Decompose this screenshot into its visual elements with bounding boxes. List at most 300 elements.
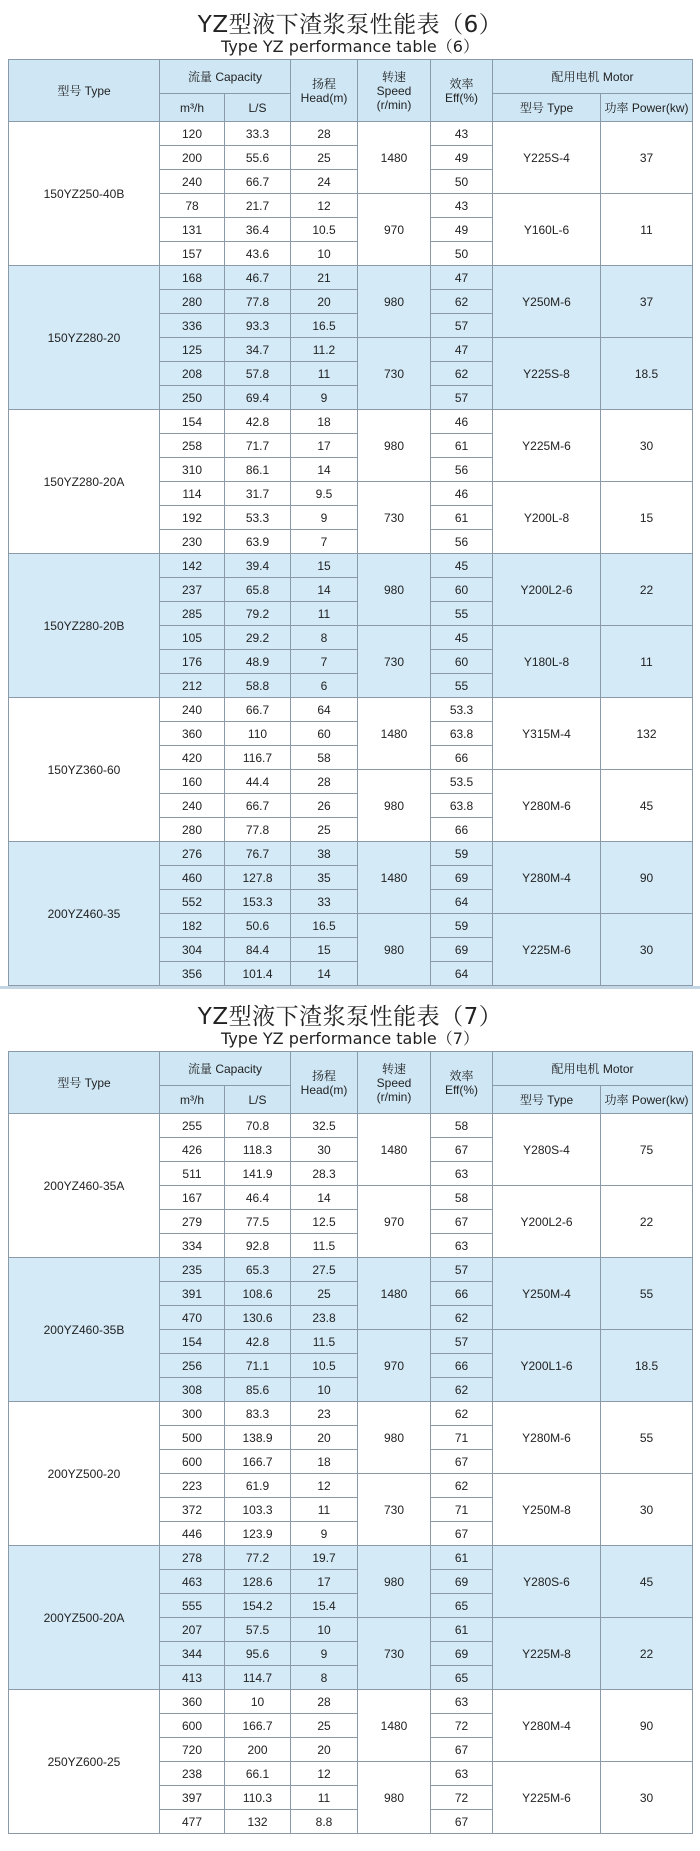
head-value: 12 (291, 194, 358, 218)
motor-type: Y280M-6 (493, 1402, 601, 1474)
head-value: 8.8 (291, 1810, 358, 1834)
capacity-ls: 141.9 (225, 1162, 291, 1186)
motor-power: 11 (601, 626, 693, 698)
table-row (9, 410, 693, 434)
head-value: 20 (291, 1426, 358, 1450)
head-value: 14 (291, 458, 358, 482)
efficiency-value: 64 (431, 890, 493, 914)
capacity-ls: 108.6 (225, 1282, 291, 1306)
capacity-ls: 53.3 (225, 506, 291, 530)
efficiency-value: 53.5 (431, 770, 493, 794)
motor-type: Y200L-8 (493, 482, 601, 554)
capacity-ls: 71.1 (225, 1354, 291, 1378)
efficiency-value: 62 (431, 1378, 493, 1402)
head-value: 16.5 (291, 914, 358, 938)
performance-table (8, 59, 693, 986)
model-name: 150YZ280-20 (9, 266, 160, 410)
efficiency-value: 66 (431, 1354, 493, 1378)
capacity-ls: 93.3 (225, 314, 291, 338)
head-value: 14 (291, 1186, 358, 1210)
speed-value: 1480 (358, 122, 431, 194)
efficiency-value: 64 (431, 962, 493, 986)
motor-power: 37 (601, 266, 693, 338)
head-value: 33 (291, 890, 358, 914)
capacity-ls: 103.3 (225, 1498, 291, 1522)
capacity-m3h: 397 (160, 1786, 225, 1810)
table-body (9, 122, 693, 986)
head-value: 19.7 (291, 1546, 358, 1570)
capacity-ls: 153.3 (225, 890, 291, 914)
capacity-m3h: 120 (160, 122, 225, 146)
capacity-m3h: 157 (160, 242, 225, 266)
header-efficiency: 效率 Eff(%) (431, 1052, 493, 1114)
speed-value: 1480 (358, 1690, 431, 1762)
capacity-ls: 118.3 (225, 1138, 291, 1162)
header-unit-m3h: m³/h (160, 94, 225, 122)
capacity-ls: 154.2 (225, 1594, 291, 1618)
capacity-m3h: 470 (160, 1306, 225, 1330)
capacity-ls: 110 (225, 722, 291, 746)
capacity-m3h: 600 (160, 1450, 225, 1474)
capacity-m3h: 420 (160, 746, 225, 770)
capacity-m3h: 208 (160, 362, 225, 386)
header-unit-m3h: m³/h (160, 1086, 225, 1114)
capacity-m3h: 310 (160, 458, 225, 482)
head-value: 17 (291, 1570, 358, 1594)
head-value: 12 (291, 1762, 358, 1786)
speed-value: 730 (358, 626, 431, 698)
motor-power: 45 (601, 1546, 693, 1618)
head-value: 11.2 (291, 338, 358, 362)
table-body (9, 1114, 693, 1834)
head-value: 6 (291, 674, 358, 698)
head-value: 32.5 (291, 1114, 358, 1138)
header-model: 型号 Type (9, 1052, 160, 1114)
capacity-ls: 92.8 (225, 1234, 291, 1258)
model-name: 150YZ280-20B (9, 554, 160, 698)
head-value: 14 (291, 962, 358, 986)
capacity-m3h: 256 (160, 1354, 225, 1378)
speed-value: 980 (358, 554, 431, 626)
motor-type: Y225S-8 (493, 338, 601, 410)
efficiency-value: 63 (431, 1762, 493, 1786)
efficiency-value: 69 (431, 1642, 493, 1666)
efficiency-value: 63 (431, 1162, 493, 1186)
table-row (9, 122, 693, 146)
capacity-ls: 77.8 (225, 290, 291, 314)
capacity-m3h: 240 (160, 794, 225, 818)
section-divider (0, 986, 700, 989)
capacity-ls: 138.9 (225, 1426, 291, 1450)
capacity-m3h: 344 (160, 1642, 225, 1666)
speed-value: 1480 (358, 842, 431, 914)
efficiency-value: 46 (431, 410, 493, 434)
capacity-m3h: 426 (160, 1138, 225, 1162)
efficiency-value: 69 (431, 1570, 493, 1594)
head-value: 25 (291, 1714, 358, 1738)
motor-power: 45 (601, 770, 693, 842)
efficiency-value: 62 (431, 1306, 493, 1330)
capacity-ls: 33.3 (225, 122, 291, 146)
efficiency-value: 69 (431, 938, 493, 962)
table-row (9, 266, 693, 290)
efficiency-value: 49 (431, 146, 493, 170)
capacity-ls: 76.7 (225, 842, 291, 866)
table-row (9, 698, 693, 722)
capacity-m3h: 78 (160, 194, 225, 218)
capacity-m3h: 463 (160, 1570, 225, 1594)
capacity-ls: 83.3 (225, 1402, 291, 1426)
head-value: 60 (291, 722, 358, 746)
capacity-ls: 128.6 (225, 1570, 291, 1594)
capacity-m3h: 142 (160, 554, 225, 578)
capacity-ls: 66.7 (225, 794, 291, 818)
capacity-ls: 116.7 (225, 746, 291, 770)
model-name: 250YZ600-25 (9, 1690, 160, 1834)
motor-type: Y225M-6 (493, 1762, 601, 1834)
efficiency-value: 61 (431, 506, 493, 530)
capacity-m3h: 240 (160, 170, 225, 194)
motor-power: 30 (601, 1762, 693, 1834)
efficiency-value: 60 (431, 650, 493, 674)
efficiency-value: 63 (431, 1690, 493, 1714)
head-value: 25 (291, 146, 358, 170)
capacity-ls: 42.8 (225, 410, 291, 434)
capacity-ls: 21.7 (225, 194, 291, 218)
capacity-m3h: 308 (160, 1378, 225, 1402)
capacity-ls: 69.4 (225, 386, 291, 410)
head-value: 12 (291, 1474, 358, 1498)
capacity-m3h: 276 (160, 842, 225, 866)
head-value: 35 (291, 866, 358, 890)
speed-value: 730 (358, 482, 431, 554)
speed-value: 980 (358, 266, 431, 338)
efficiency-value: 69 (431, 866, 493, 890)
header-motor-power: 功率 Power(kw) (601, 1086, 693, 1114)
capacity-m3h: 238 (160, 1762, 225, 1786)
efficiency-value: 65 (431, 1666, 493, 1690)
head-value: 58 (291, 746, 358, 770)
efficiency-value: 62 (431, 362, 493, 386)
head-value: 23 (291, 1402, 358, 1426)
efficiency-value: 59 (431, 914, 493, 938)
capacity-ls: 46.4 (225, 1186, 291, 1210)
efficiency-value: 57 (431, 314, 493, 338)
motor-type: Y180L-8 (493, 626, 601, 698)
motor-power: 11 (601, 194, 693, 266)
efficiency-value: 66 (431, 1282, 493, 1306)
head-value: 30 (291, 1138, 358, 1162)
motor-type: Y225S-4 (493, 122, 601, 194)
capacity-ls: 95.6 (225, 1642, 291, 1666)
motor-power: 18.5 (601, 1330, 693, 1402)
header-motor: 配用电机 Motor (493, 60, 693, 94)
capacity-ls: 66.7 (225, 698, 291, 722)
efficiency-value: 55 (431, 602, 493, 626)
motor-power: 132 (601, 698, 693, 770)
head-value: 18 (291, 410, 358, 434)
motor-type: Y250M-8 (493, 1474, 601, 1546)
efficiency-value: 66 (431, 746, 493, 770)
efficiency-value: 60 (431, 578, 493, 602)
model-name: 200YZ460-35 (9, 842, 160, 986)
capacity-m3h: 182 (160, 914, 225, 938)
capacity-ls: 77.5 (225, 1210, 291, 1234)
header-motor: 配用电机 Motor (493, 1052, 693, 1086)
capacity-m3h: 240 (160, 698, 225, 722)
capacity-ls: 166.7 (225, 1450, 291, 1474)
motor-power: 55 (601, 1258, 693, 1330)
motor-power: 22 (601, 1618, 693, 1690)
capacity-ls: 110.3 (225, 1786, 291, 1810)
motor-power: 22 (601, 554, 693, 626)
efficiency-value: 45 (431, 626, 493, 650)
speed-value: 970 (358, 1330, 431, 1402)
motor-type: Y280M-4 (493, 842, 601, 914)
efficiency-value: 58 (431, 1186, 493, 1210)
capacity-m3h: 114 (160, 482, 225, 506)
efficiency-value: 62 (431, 290, 493, 314)
capacity-ls: 200 (225, 1738, 291, 1762)
capacity-m3h: 360 (160, 722, 225, 746)
motor-power: 75 (601, 1114, 693, 1186)
capacity-ls: 29.2 (225, 626, 291, 650)
capacity-m3h: 300 (160, 1402, 225, 1426)
head-value: 14 (291, 578, 358, 602)
table-row (9, 1258, 693, 1282)
header-motor-type: 型号 Type (493, 94, 601, 122)
head-value: 9 (291, 506, 358, 530)
efficiency-value: 71 (431, 1426, 493, 1450)
capacity-m3h: 720 (160, 1738, 225, 1762)
head-value: 15 (291, 938, 358, 962)
head-value: 8 (291, 1666, 358, 1690)
capacity-m3h: 460 (160, 866, 225, 890)
efficiency-value: 57 (431, 386, 493, 410)
capacity-ls: 39.4 (225, 554, 291, 578)
capacity-m3h: 235 (160, 1258, 225, 1282)
capacity-m3h: 176 (160, 650, 225, 674)
efficiency-value: 67 (431, 1810, 493, 1834)
efficiency-value: 43 (431, 194, 493, 218)
capacity-ls: 71.7 (225, 434, 291, 458)
capacity-m3h: 334 (160, 1234, 225, 1258)
capacity-ls: 77.8 (225, 818, 291, 842)
efficiency-value: 57 (431, 1258, 493, 1282)
capacity-m3h: 555 (160, 1594, 225, 1618)
capacity-ls: 84.4 (225, 938, 291, 962)
capacity-ls: 48.9 (225, 650, 291, 674)
capacity-ls: 31.7 (225, 482, 291, 506)
efficiency-value: 46 (431, 482, 493, 506)
table-title-en: Type YZ performance table（7） (221, 1029, 479, 1048)
model-name: 200YZ500-20 (9, 1402, 160, 1546)
capacity-ls: 57.8 (225, 362, 291, 386)
capacity-m3h: 500 (160, 1426, 225, 1450)
capacity-m3h: 207 (160, 1618, 225, 1642)
motor-power: 22 (601, 1186, 693, 1258)
table-row (9, 842, 693, 866)
capacity-ls: 79.2 (225, 602, 291, 626)
head-value: 20 (291, 290, 358, 314)
model-name: 200YZ460-35A (9, 1114, 160, 1258)
capacity-ls: 166.7 (225, 1714, 291, 1738)
capacity-m3h: 255 (160, 1114, 225, 1138)
capacity-m3h: 250 (160, 386, 225, 410)
speed-value: 980 (358, 410, 431, 482)
head-value: 11 (291, 602, 358, 626)
speed-value: 1480 (358, 1258, 431, 1330)
capacity-ls: 132 (225, 1810, 291, 1834)
capacity-m3h: 600 (160, 1714, 225, 1738)
capacity-m3h: 230 (160, 530, 225, 554)
efficiency-value: 47 (431, 338, 493, 362)
efficiency-value: 63.8 (431, 794, 493, 818)
efficiency-value: 67 (431, 1450, 493, 1474)
header-model: 型号 Type (9, 60, 160, 122)
motor-type: Y160L-6 (493, 194, 601, 266)
capacity-ls: 86.1 (225, 458, 291, 482)
speed-value: 730 (358, 1474, 431, 1546)
head-value: 9 (291, 386, 358, 410)
head-value: 12.5 (291, 1210, 358, 1234)
speed-value: 730 (358, 338, 431, 410)
table-title-cn: YZ型液下渣浆泵性能表（6） (197, 12, 503, 38)
efficiency-value: 67 (431, 1210, 493, 1234)
head-value: 27.5 (291, 1258, 358, 1282)
head-value: 25 (291, 818, 358, 842)
capacity-ls: 55.6 (225, 146, 291, 170)
head-value: 25 (291, 1282, 358, 1306)
head-value: 20 (291, 1738, 358, 1762)
efficiency-value: 57 (431, 1330, 493, 1354)
capacity-ls: 44.4 (225, 770, 291, 794)
efficiency-value: 65 (431, 1594, 493, 1618)
capacity-ls: 114.7 (225, 1666, 291, 1690)
table-row (9, 554, 693, 578)
speed-value: 970 (358, 1186, 431, 1258)
header-unit-ls: L/S (225, 1086, 291, 1114)
capacity-ls: 123.9 (225, 1522, 291, 1546)
head-value: 11 (291, 362, 358, 386)
header-capacity: 流量 Capacity (160, 60, 291, 94)
capacity-ls: 57.5 (225, 1618, 291, 1642)
head-value: 9 (291, 1522, 358, 1546)
capacity-m3h: 360 (160, 1690, 225, 1714)
capacity-m3h: 258 (160, 434, 225, 458)
efficiency-value: 72 (431, 1714, 493, 1738)
capacity-ls: 46.7 (225, 266, 291, 290)
motor-type: Y225M-6 (493, 410, 601, 482)
head-value: 11 (291, 1498, 358, 1522)
efficiency-value: 50 (431, 170, 493, 194)
header-capacity: 流量 Capacity (160, 1052, 291, 1086)
model-name: 200YZ500-20A (9, 1546, 160, 1690)
head-value: 10 (291, 1378, 358, 1402)
motor-power: 30 (601, 410, 693, 482)
table-row (9, 1546, 693, 1570)
head-value: 11 (291, 1786, 358, 1810)
capacity-ls: 43.6 (225, 242, 291, 266)
header-motor-type: 型号 Type (493, 1086, 601, 1114)
motor-type: Y200L2-6 (493, 554, 601, 626)
capacity-ls: 10 (225, 1690, 291, 1714)
efficiency-value: 43 (431, 122, 493, 146)
capacity-ls: 65.3 (225, 1258, 291, 1282)
head-value: 26 (291, 794, 358, 818)
capacity-ls: 36.4 (225, 218, 291, 242)
capacity-ls: 34.7 (225, 338, 291, 362)
head-value: 23.8 (291, 1306, 358, 1330)
header-efficiency: 效率 Eff(%) (431, 60, 493, 122)
speed-value: 1480 (358, 698, 431, 770)
speed-value: 980 (358, 1402, 431, 1474)
motor-type: Y225M-6 (493, 914, 601, 986)
capacity-m3h: 192 (160, 506, 225, 530)
table-row (9, 1402, 693, 1426)
efficiency-value: 63.8 (431, 722, 493, 746)
head-value: 11.5 (291, 1234, 358, 1258)
capacity-m3h: 223 (160, 1474, 225, 1498)
model-name: 150YZ360-60 (9, 698, 160, 842)
head-value: 28 (291, 770, 358, 794)
efficiency-value: 67 (431, 1522, 493, 1546)
capacity-ls: 70.8 (225, 1114, 291, 1138)
motor-type: Y200L2-6 (493, 1186, 601, 1258)
efficiency-value: 47 (431, 266, 493, 290)
model-name: 150YZ250-40B (9, 122, 160, 266)
capacity-m3h: 160 (160, 770, 225, 794)
capacity-m3h: 154 (160, 410, 225, 434)
head-value: 24 (291, 170, 358, 194)
capacity-ls: 42.8 (225, 1330, 291, 1354)
speed-value: 980 (358, 1546, 431, 1618)
head-value: 17 (291, 434, 358, 458)
motor-power: 30 (601, 914, 693, 986)
capacity-m3h: 154 (160, 1330, 225, 1354)
motor-power: 18.5 (601, 338, 693, 410)
speed-value: 970 (358, 194, 431, 266)
motor-type: Y280M-6 (493, 770, 601, 842)
table-row (9, 1690, 693, 1714)
motor-power: 37 (601, 122, 693, 194)
head-value: 38 (291, 842, 358, 866)
capacity-m3h: 105 (160, 626, 225, 650)
capacity-ls: 63.9 (225, 530, 291, 554)
capacity-m3h: 168 (160, 266, 225, 290)
capacity-m3h: 237 (160, 578, 225, 602)
capacity-ls: 66.1 (225, 1762, 291, 1786)
capacity-m3h: 511 (160, 1162, 225, 1186)
efficiency-value: 58 (431, 1114, 493, 1138)
capacity-m3h: 391 (160, 1282, 225, 1306)
efficiency-value: 49 (431, 218, 493, 242)
table-title-cn: YZ型液下渣浆泵性能表（7） (197, 1004, 503, 1030)
motor-type: Y315M-4 (493, 698, 601, 770)
speed-value: 730 (358, 1618, 431, 1690)
head-value: 28 (291, 122, 358, 146)
motor-type: Y280S-6 (493, 1546, 601, 1618)
efficiency-value: 55 (431, 674, 493, 698)
capacity-m3h: 372 (160, 1498, 225, 1522)
capacity-ls: 65.8 (225, 578, 291, 602)
motor-power: 90 (601, 1690, 693, 1762)
head-value: 9 (291, 1642, 358, 1666)
capacity-m3h: 280 (160, 290, 225, 314)
capacity-m3h: 304 (160, 938, 225, 962)
efficiency-value: 56 (431, 530, 493, 554)
motor-power: 90 (601, 842, 693, 914)
